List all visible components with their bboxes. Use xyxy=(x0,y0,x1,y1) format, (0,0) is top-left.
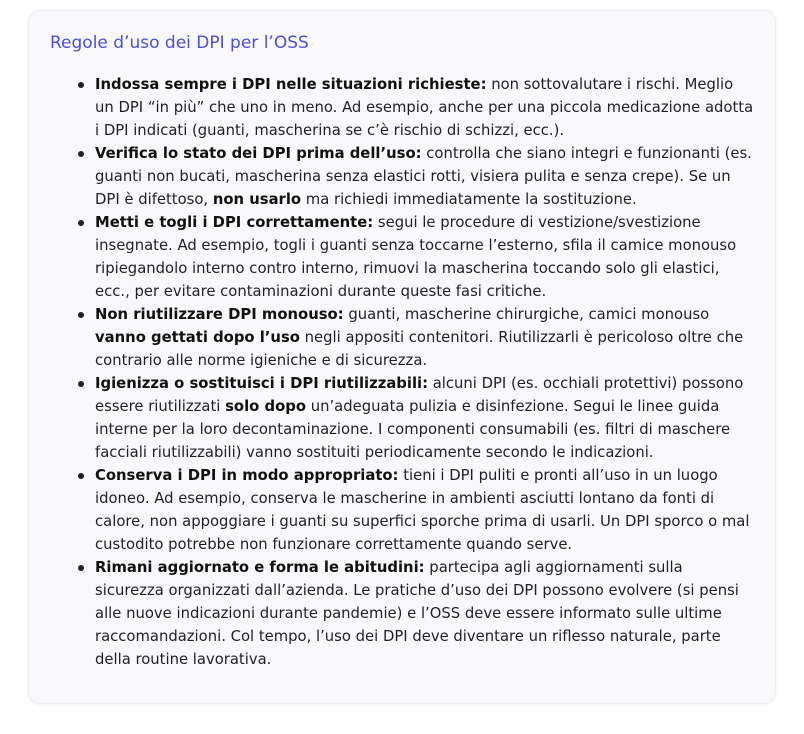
item-text: ma richiedi immediatamente la sostituzione. xyxy=(301,191,637,208)
item-text: controlla che siano integri e funzionanti (es. guanti non bucati, mascherina senza elastici rotti, visiera pulita e senza crepe). Se un DPI è difettoso, xyxy=(95,145,752,208)
card-title: Regole d’uso dei DPI per l’OSS xyxy=(50,33,309,53)
rules-card xyxy=(28,10,776,704)
item-lead: Non riutilizzare DPI monouso: xyxy=(95,306,344,323)
item-text: guanti, mascherine chirurgiche, camici monouso xyxy=(343,306,710,323)
item-text: non sottovalutare i rischi. Meglio un DPI “in più” che uno in meno. Ad esempio, anche per una piccola medicazione adotta i DPI indicati (guanti, mascherina se c’è rischio di schizzi, ecc.). xyxy=(95,76,754,139)
rules-list xyxy=(73,73,755,671)
item-emphasis: solo dopo xyxy=(225,398,307,415)
item-lead: Verifica lo stato dei DPI prima dell’uso: xyxy=(95,145,422,162)
item-text: tieni i DPI puliti e pronti all’uso in un luogo idoneo. Ad esempio, conserva le mascherine in ambienti asciutti lontano da fonti di calore, non appoggiare i guanti su superfici sporche prima di usarli. Un DPI sporco o mal custodito potrebbe non funzionare correttamente quando serve. xyxy=(95,467,750,553)
list-item xyxy=(95,372,755,464)
item-text: negli appositi contenitori. Riutilizzarli è pericoloso oltre che contrario alle norme igieniche e di sicurezza. xyxy=(95,329,744,369)
item-emphasis: vanno gettati dopo l’uso xyxy=(95,329,300,346)
item-text: partecipa agli aggiornamenti sulla sicurezza organizzati dall’azienda. Le pratiche d’uso dei DPI possono evolvere (si pensi alle nuove indicazioni durante pandemie) e l’OSS deve essere informato sulle ultime raccomandazioni. Col tempo, l’uso dei DPI deve diventare un riflesso naturale, parte della routine lavorativa. xyxy=(95,559,739,668)
item-text: alcuni DPI (es. occhiali protettivi) possono essere riutilizzati xyxy=(95,375,744,415)
list-item xyxy=(95,73,755,142)
item-text: segui le procedure di vestizione/svestizione insegnate. Ad esempio, togli i guanti senza toccarne l’esterno, sfila il camice monouso ripiegandolo interno contro interno, rimuovi la mascherina toccando solo gli elastici, ecc., per evitare contaminazioni durante queste fasi critiche. xyxy=(95,214,737,300)
item-lead: Indossa sempre i DPI nelle situazioni richieste: xyxy=(95,76,487,93)
item-lead: Conserva i DPI in modo appropriato: xyxy=(95,467,399,484)
list-item xyxy=(95,556,755,671)
item-lead: Rimani aggiornato e forma le abitudini: xyxy=(95,559,425,576)
item-emphasis: non usarlo xyxy=(212,191,302,208)
list-item xyxy=(95,303,755,372)
item-text: un’adeguata pulizia e disinfezione. Segui le linee guida interne per la loro decontaminazione. I componenti consumabili (es. filtri di maschere facciali riutilizzabili) vanno sostituiti periodicamente secondo le indicazioni. xyxy=(95,398,731,461)
list-item xyxy=(95,142,755,211)
item-lead: Igienizza o sostituisci i DPI riutilizzabili: xyxy=(95,375,429,392)
list-item xyxy=(95,211,755,303)
item-lead: Metti e togli i DPI correttamente: xyxy=(95,214,374,231)
list-item xyxy=(95,464,755,556)
